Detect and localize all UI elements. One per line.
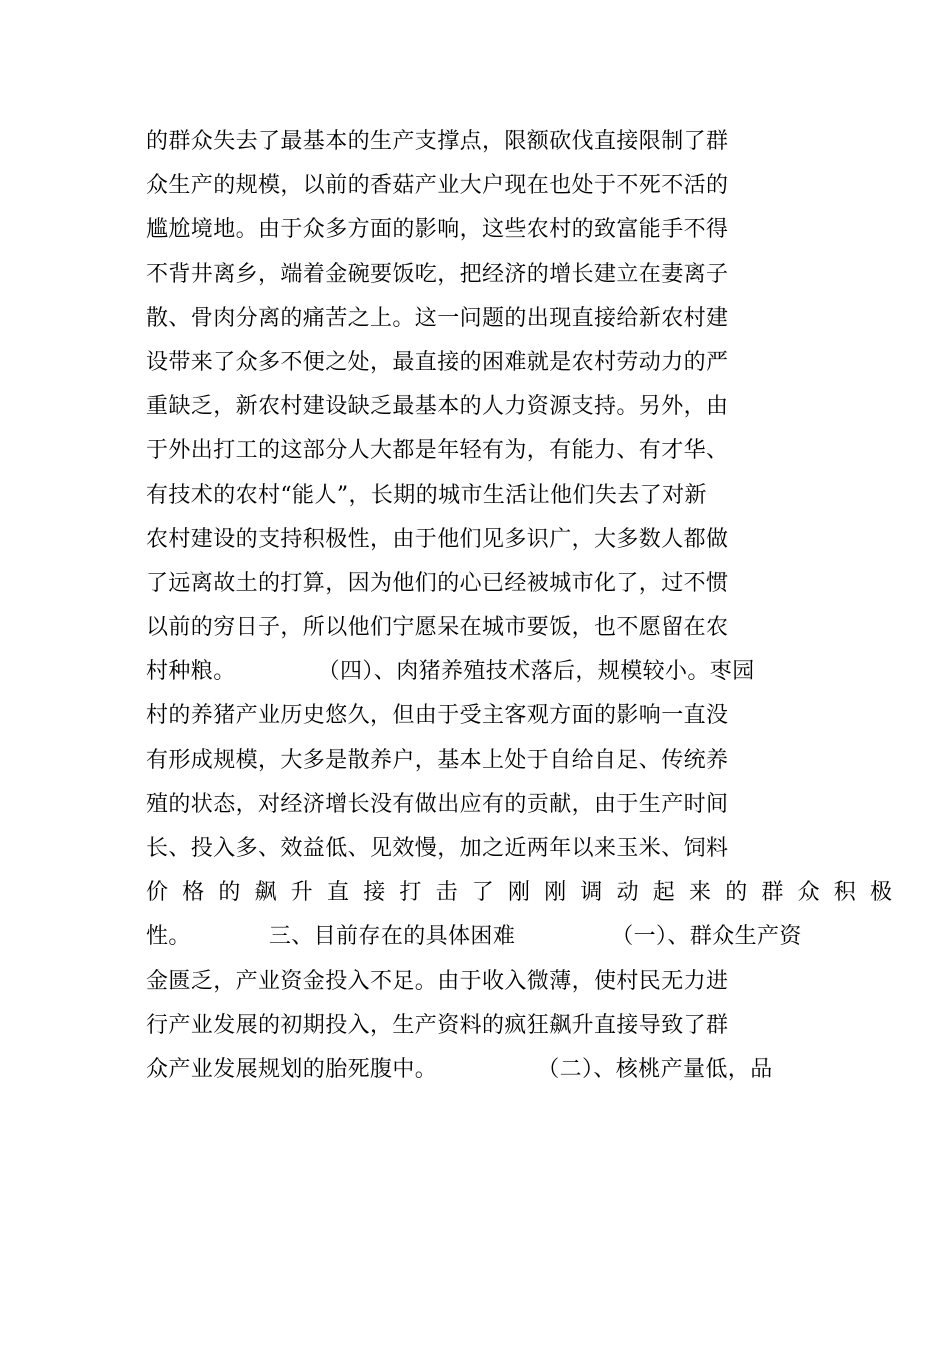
text-line: 有技术的农村“能人”，长期的城市生活让他们失去了对新	[146, 482, 707, 508]
text-line: 尴尬境地。由于众多方面的影响，这些农村的致富能手不得	[146, 217, 729, 243]
text-line: 不背井离乡，端着金碗要饭吃，把经济的增长建立在妻离子	[146, 261, 729, 287]
text-line: 有形成规模，大多是散养户，基本上处于自给自足、传统养	[146, 747, 729, 773]
body-text	[146, 122, 907, 1094]
text-line: 行产业发展的初期投入，生产资料的疯狂飙升直接导致了群	[146, 1012, 729, 1038]
text-line	[146, 917, 826, 961]
subsection-heading-2: （二）、核桃产量低，品	[537, 1056, 773, 1082]
text-line: 长、投入多、效益低、见效慢，加之近两年以来玉米、饲料	[146, 836, 729, 861]
text-line: 重缺乏，新农村建设缺乏最基本的人力资源支持。另外，由	[146, 394, 729, 420]
text-line: 价格的飙升直接打击了刚刚调动起来的群众积极	[146, 880, 907, 906]
text-line: 了远离故土的打算，因为他们的心已经被城市化了，过不惯	[146, 570, 729, 596]
subsection-heading-1: （一）、群众生产资	[611, 924, 802, 950]
section-heading-3: 三、目前存在的具体困难	[268, 924, 516, 950]
text-line: 的群众失去了最基本的生产支撑点，限额砍伐直接限制了群	[146, 129, 729, 154]
text-line: 金匮乏，产业资金投入不足。由于收入微薄，使村民无力进	[146, 968, 729, 994]
text-line: 设带来了众多不便之处，最直接的困难就是农村劳动力的严	[146, 349, 729, 375]
text-line: 村的养猪产业历史悠久，但由于受主客观方面的影响一直没	[146, 703, 729, 729]
text-line: 以前的穷日子，所以他们宁愿呆在城市要饭，也不愿留在农	[146, 615, 729, 641]
text-line: 农村建设的支持积极性，由于他们见多识广，大多数人都做	[146, 526, 729, 552]
text-line: 于外出打工的这部分人大都是年轻有为，有能力、有才华、	[146, 438, 729, 464]
text-line: 散、骨肉分离的痛苦之上。这一问题的出现直接给新农村建	[146, 305, 729, 331]
text-line	[146, 652, 826, 696]
text-line: 众生产的规模，以前的香菇产业大户现在也处于不死不活的	[146, 173, 729, 199]
paragraph-end: 村种粮。	[146, 659, 236, 685]
paragraph-end: 性。	[146, 924, 191, 950]
paragraph-end: 众产业发展规划的胎死腹中。	[146, 1056, 438, 1082]
text-line: 殖的状态，对经济增长没有做出应有的贡献，由于生产时间	[146, 791, 729, 817]
text-line	[146, 1050, 826, 1094]
section-heading-4: （四）、肉猪养殖技术落后，规模较小。枣园	[317, 659, 755, 685]
